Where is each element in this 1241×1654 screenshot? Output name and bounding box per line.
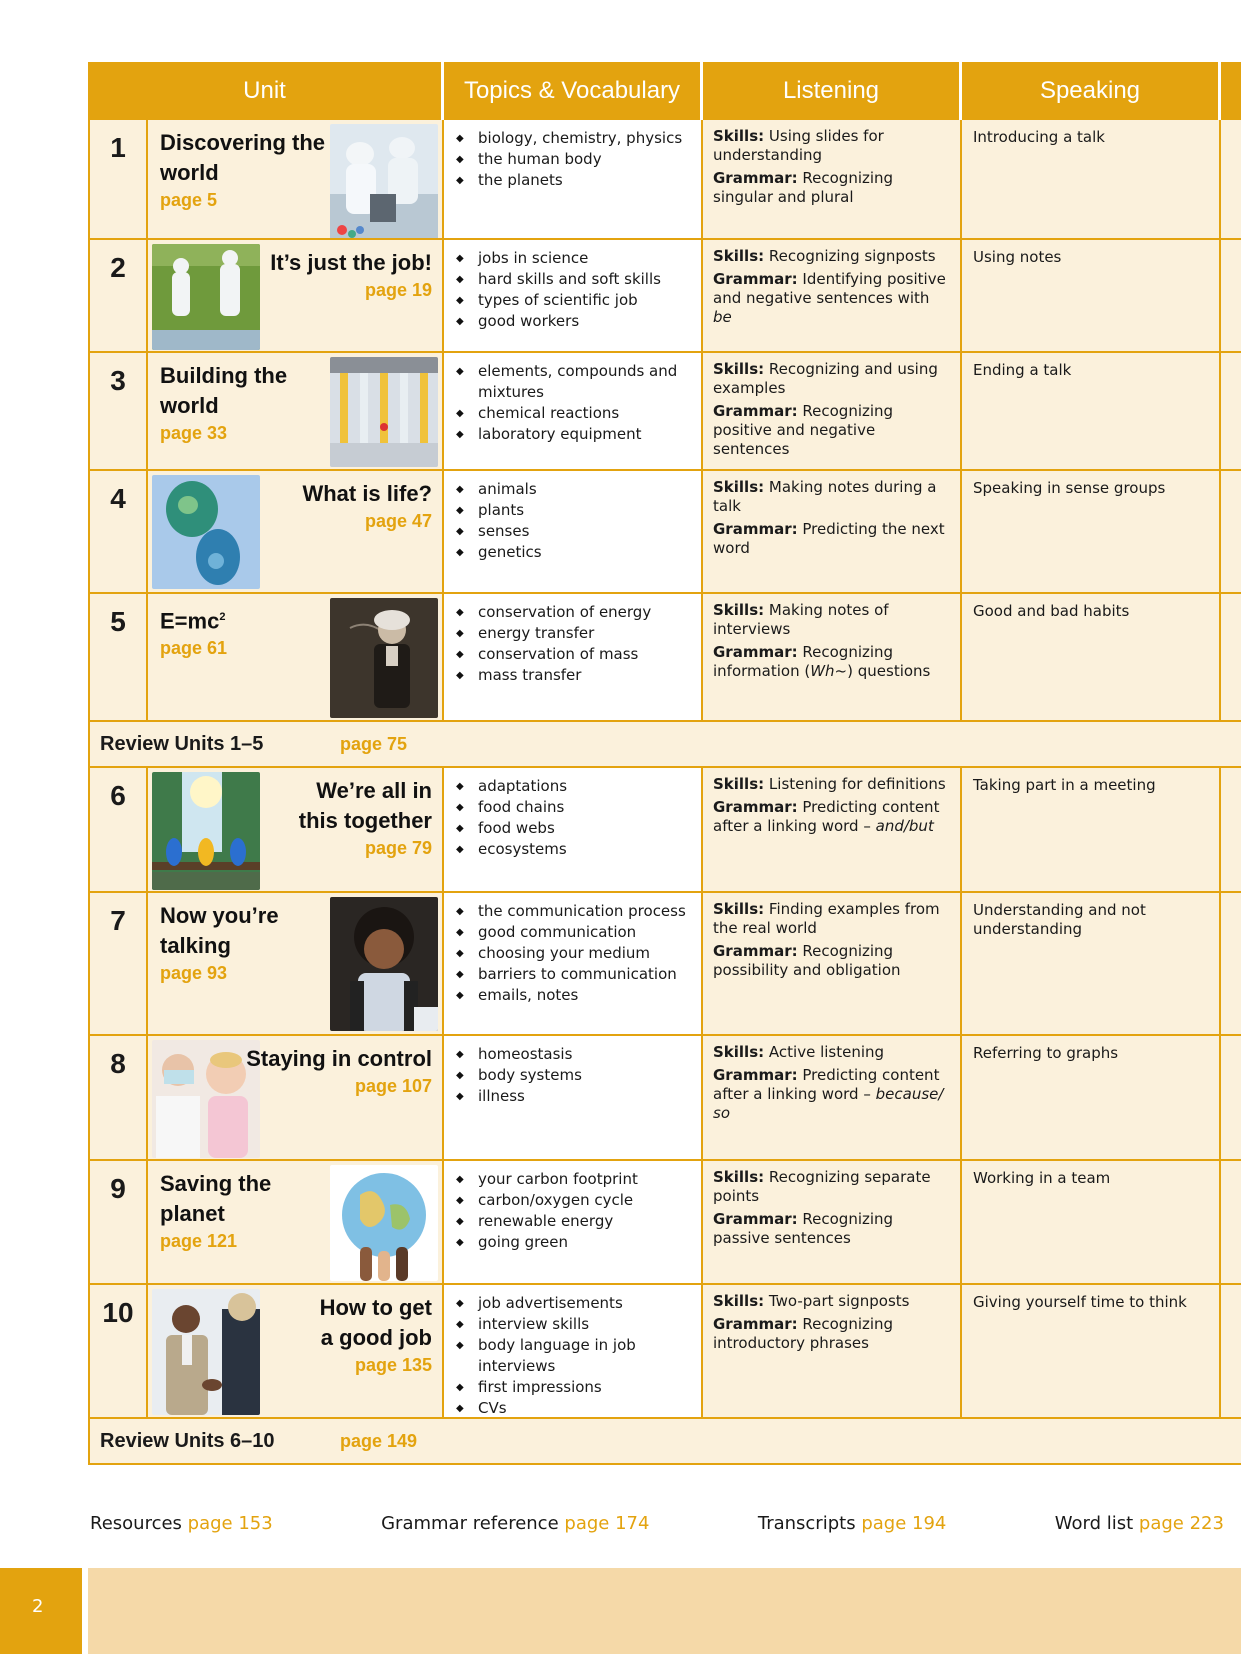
topic-item: ◆ carbon/oxygen cycle bbox=[454, 1190, 693, 1211]
next-column-cell bbox=[1221, 768, 1241, 891]
header-listening: Listening bbox=[703, 62, 962, 120]
topic-item: ◆ conservation of energy bbox=[454, 602, 693, 623]
unit-title-line: What is life? bbox=[302, 481, 432, 506]
topics-list bbox=[454, 361, 693, 445]
listening-cell bbox=[703, 893, 962, 1034]
unit-title-line: It’s just the job! bbox=[270, 250, 432, 275]
topic-item: ◆ adaptations bbox=[454, 776, 693, 797]
unit-number: 5 bbox=[88, 594, 148, 720]
topics-list bbox=[454, 602, 693, 686]
topic-item: ◆ choosing your medium bbox=[454, 943, 693, 964]
listening-cell bbox=[703, 768, 962, 891]
topics-cell bbox=[444, 1036, 703, 1159]
topic-item: ◆ renewable energy bbox=[454, 1211, 693, 1232]
topic-item: ◆ illness bbox=[454, 1086, 693, 1107]
unit-title bbox=[270, 248, 432, 302]
speaking-cell: Ending a talk bbox=[962, 353, 1221, 469]
speaking-cell: Introducing a talk bbox=[962, 120, 1221, 238]
unit-title-cell bbox=[148, 594, 444, 720]
unit-row-9[interactable] bbox=[88, 1161, 1241, 1285]
grammar-label: Grammar: bbox=[713, 270, 798, 288]
grammar-text: Recognizing passive sentences bbox=[713, 1210, 894, 1247]
footer-label: Transcripts bbox=[757, 1513, 856, 1534]
topics-cell bbox=[444, 893, 703, 1034]
footer-grammar-reference[interactable] bbox=[381, 1513, 649, 1534]
review-row-1[interactable] bbox=[88, 722, 1241, 768]
unit-page-link[interactable]: page 107 bbox=[354, 1076, 432, 1096]
unit-title-cell bbox=[148, 353, 444, 469]
topic-item: ◆ CVs bbox=[454, 1398, 693, 1419]
topic-item: ◆ conservation of mass bbox=[454, 644, 693, 665]
lab-scientists-image bbox=[330, 124, 438, 238]
grammar-text: Predicting content after a linking word – bbox=[713, 1066, 940, 1103]
unit-title-cell bbox=[148, 471, 444, 592]
unit-number: 3 bbox=[88, 353, 148, 469]
next-column-cell bbox=[1221, 1161, 1241, 1283]
topic-item: ◆ good communication bbox=[454, 922, 693, 943]
unit-title-line: talking bbox=[160, 933, 231, 958]
topic-item: ◆ chemical reactions bbox=[454, 403, 693, 424]
topic-item: ◆ animals bbox=[454, 479, 693, 500]
skills-text: Recognizing separate points bbox=[713, 1168, 931, 1205]
call-center-woman-image bbox=[330, 897, 438, 1031]
unit-title bbox=[299, 776, 432, 860]
unit-number: 9 bbox=[88, 1161, 148, 1283]
skills-text: Making notes of interviews bbox=[713, 601, 889, 638]
skills-label: Skills: bbox=[713, 900, 765, 918]
footer-label: Grammar reference bbox=[381, 1513, 559, 1534]
topic-item: ◆ energy transfer bbox=[454, 623, 693, 644]
topics-cell bbox=[444, 353, 703, 469]
speaking-cell: Giving yourself time to think bbox=[962, 1285, 1221, 1417]
topic-item: ◆ the communication process bbox=[454, 901, 693, 922]
review-page-link[interactable]: page 149 bbox=[340, 1430, 418, 1451]
unit-title bbox=[160, 1169, 271, 1253]
grammar-emphasis: be bbox=[713, 308, 732, 326]
grammar-emphasis: and/but bbox=[875, 817, 934, 835]
unit-row-10[interactable] bbox=[88, 1285, 1241, 1419]
topic-item: ◆ elements, compounds and mixtures bbox=[454, 361, 693, 403]
grammar-label: Grammar: bbox=[713, 942, 798, 960]
footer-page: page 153 bbox=[187, 1513, 273, 1534]
unit-title-line: Building the bbox=[160, 363, 288, 388]
unit-page-link[interactable]: page 93 bbox=[160, 963, 228, 983]
topic-item: ◆ body systems bbox=[454, 1065, 693, 1086]
topic-item: ◆ job advertisements bbox=[454, 1293, 693, 1314]
skills-text: Finding examples from the real world bbox=[713, 900, 940, 937]
speaking-cell: Speaking in sense groups bbox=[962, 471, 1221, 592]
topics-list bbox=[454, 479, 693, 563]
topic-item: ◆ your carbon footprint bbox=[454, 1169, 693, 1190]
unit-number: 7 bbox=[88, 893, 148, 1034]
topic-item: ◆ laboratory equipment bbox=[454, 424, 693, 445]
topic-item: ◆ emails, notes bbox=[454, 985, 693, 1006]
listening-cell bbox=[703, 471, 962, 592]
grammar-text: Predicting the next word bbox=[713, 520, 945, 557]
topics-list bbox=[454, 248, 693, 332]
baby-vaccination-image bbox=[152, 1040, 260, 1158]
grammar-emphasis: Wh~ bbox=[810, 662, 848, 680]
grammar-text: Recognizing information ( bbox=[713, 643, 894, 680]
unit-title-cell bbox=[148, 893, 444, 1034]
skills-text: Two-part signposts bbox=[768, 1292, 910, 1310]
grammar-label: Grammar: bbox=[713, 520, 798, 538]
topics-list bbox=[454, 128, 693, 191]
unit-title-cell bbox=[148, 240, 444, 351]
topic-item: ◆ barriers to communication bbox=[454, 964, 693, 985]
unit-number: 1 bbox=[88, 120, 148, 238]
skills-label: Skills: bbox=[713, 1292, 765, 1310]
topic-item: ◆ going green bbox=[454, 1232, 693, 1253]
unit-page-link[interactable]: page 135 bbox=[354, 1355, 432, 1375]
topic-item: ◆ food chains bbox=[454, 797, 693, 818]
topics-list bbox=[454, 776, 693, 860]
grammar-text: Recognizing singular and plural bbox=[713, 169, 894, 206]
footer-page: page 223 bbox=[1138, 1513, 1224, 1534]
unit-page-link[interactable]: page 19 bbox=[364, 280, 432, 300]
grammar-label: Grammar: bbox=[713, 169, 798, 187]
topic-item: ◆ interview skills bbox=[454, 1314, 693, 1335]
skills-text: Using slides for understanding bbox=[713, 127, 884, 164]
cell-division-image bbox=[152, 475, 260, 589]
unit-page-link[interactable]: page 47 bbox=[364, 511, 432, 531]
topics-cell bbox=[444, 1161, 703, 1283]
skills-text: Recognizing and using examples bbox=[713, 360, 938, 397]
unit-title-superscript: 2 bbox=[219, 611, 226, 623]
unit-title-cell bbox=[148, 768, 444, 891]
contents-table bbox=[88, 62, 1241, 1465]
skills-text: Active listening bbox=[768, 1043, 885, 1061]
unit-number: 4 bbox=[88, 471, 148, 592]
unit-row-5[interactable] bbox=[88, 594, 1241, 722]
topics-cell bbox=[444, 594, 703, 720]
listening-cell bbox=[703, 353, 962, 469]
skills-label: Skills: bbox=[713, 478, 765, 496]
listening-cell bbox=[703, 1285, 962, 1417]
unit-page-link[interactable]: page 121 bbox=[160, 1231, 238, 1251]
unit-title bbox=[320, 1293, 432, 1377]
unit-page-link[interactable]: page 79 bbox=[364, 838, 432, 858]
unit-title bbox=[302, 479, 432, 533]
unit-title bbox=[160, 128, 325, 212]
unit-number: 10 bbox=[88, 1285, 148, 1417]
topics-cell bbox=[444, 768, 703, 891]
unit-title-line: How to get bbox=[319, 1295, 432, 1320]
skills-label: Skills: bbox=[713, 601, 765, 619]
footer-word-list[interactable] bbox=[1055, 1513, 1224, 1534]
next-column-cell bbox=[1221, 1036, 1241, 1159]
topic-item: ◆ good workers bbox=[454, 311, 693, 332]
skills-label: Skills: bbox=[713, 360, 765, 378]
unit-title-line: this together bbox=[298, 808, 432, 833]
speaking-cell: Referring to graphs bbox=[962, 1036, 1221, 1159]
topics-cell bbox=[444, 240, 703, 351]
unit-title-line: Staying in control bbox=[246, 1046, 432, 1071]
footer-resources[interactable] bbox=[90, 1513, 273, 1534]
review-title: Review Units 1–5 bbox=[100, 732, 264, 755]
skills-text: Listening for definitions bbox=[768, 775, 946, 793]
grammar-text: Recognizing possibility and obligation bbox=[713, 942, 901, 979]
grammar-text: Identifying positive and negative sentences with bbox=[713, 270, 946, 307]
listening-cell bbox=[703, 594, 962, 720]
topics-cell bbox=[444, 1285, 703, 1417]
next-column-cell bbox=[1221, 240, 1241, 351]
skills-text: Making notes during a talk bbox=[713, 478, 937, 515]
next-column-cell bbox=[1221, 353, 1241, 469]
speaking-cell: Understanding and not understanding bbox=[962, 893, 1221, 1034]
topic-item: ◆ genetics bbox=[454, 542, 693, 563]
unit-title-line: E=mc bbox=[160, 608, 220, 634]
globe-hands-image bbox=[330, 1165, 438, 1281]
skills-label: Skills: bbox=[713, 247, 765, 265]
topics-cell bbox=[444, 120, 703, 238]
field-workers-image bbox=[152, 244, 260, 350]
page-number: 2 bbox=[0, 1568, 82, 1654]
topics-list bbox=[454, 901, 693, 1006]
footer-label: Word list bbox=[1054, 1513, 1134, 1534]
grammar-text: Recognizing positive and negative sentences bbox=[713, 402, 894, 458]
unit-number: 8 bbox=[88, 1036, 148, 1159]
grammar-text: Predicting content after a linking word – bbox=[713, 798, 940, 835]
header-topics: Topics & Vocabulary bbox=[444, 62, 703, 120]
unit-title-cell bbox=[148, 1161, 444, 1283]
header-next-column bbox=[1221, 62, 1241, 120]
unit-title bbox=[160, 602, 227, 660]
grammar-label: Grammar: bbox=[713, 1315, 798, 1333]
topic-item: ◆ hard skills and soft skills bbox=[454, 269, 693, 290]
topic-item: ◆ body language in job interviews bbox=[454, 1335, 693, 1377]
unit-title-line: Discovering the bbox=[160, 130, 326, 155]
listening-cell bbox=[703, 1161, 962, 1283]
unit-title-line: Saving the bbox=[160, 1171, 272, 1196]
footer-band bbox=[88, 1568, 1241, 1654]
grammar-label: Grammar: bbox=[713, 402, 798, 420]
unit-row-2[interactable] bbox=[88, 240, 1241, 353]
speaking-cell: Good and bad habits bbox=[962, 594, 1221, 720]
footer-links bbox=[90, 1513, 1224, 1534]
unit-title-line: planet bbox=[160, 1201, 225, 1226]
grammar-label: Grammar: bbox=[713, 1066, 798, 1084]
skills-label: Skills: bbox=[713, 127, 765, 145]
unit-title-line: We’re all in bbox=[316, 778, 432, 803]
unit-title-cell bbox=[148, 1036, 444, 1159]
next-column-cell bbox=[1221, 120, 1241, 238]
table-header bbox=[88, 62, 1241, 120]
unit-title-line: world bbox=[160, 393, 219, 418]
grammar-label: Grammar: bbox=[713, 643, 798, 661]
job-interview-image bbox=[152, 1289, 260, 1415]
unit-row-6[interactable] bbox=[88, 768, 1241, 893]
header-speaking: Speaking bbox=[962, 62, 1221, 120]
topic-item: ◆ plants bbox=[454, 500, 693, 521]
topic-item: ◆ the human body bbox=[454, 149, 693, 170]
unit-title-cell bbox=[148, 120, 444, 238]
footer-page: page 174 bbox=[564, 1513, 650, 1534]
topic-item: ◆ homeostasis bbox=[454, 1044, 693, 1065]
topic-item: ◆ mass transfer bbox=[454, 665, 693, 686]
grammar-text-after: ) questions bbox=[847, 662, 931, 680]
unit-page-link[interactable]: page 5 bbox=[160, 190, 218, 210]
next-column-cell bbox=[1221, 471, 1241, 592]
listening-cell bbox=[703, 120, 962, 238]
einstein-portrait-image bbox=[330, 598, 438, 718]
topics-cell bbox=[444, 471, 703, 592]
speaking-cell: Using notes bbox=[962, 240, 1221, 351]
topic-item: ◆ biology, chemistry, physics bbox=[454, 128, 693, 149]
topic-item: ◆ food webs bbox=[454, 818, 693, 839]
unit-number: 2 bbox=[88, 240, 148, 351]
grammar-label: Grammar: bbox=[713, 798, 798, 816]
speaking-cell: Taking part in a meeting bbox=[962, 768, 1221, 891]
unit-title-line: world bbox=[160, 160, 219, 185]
topics-list bbox=[454, 1293, 693, 1419]
topic-item: ◆ types of scientific job bbox=[454, 290, 693, 311]
unit-row-8[interactable] bbox=[88, 1036, 1241, 1161]
grammar-emphasis: because/ so bbox=[713, 1085, 944, 1122]
unit-title bbox=[160, 901, 279, 985]
topics-list bbox=[454, 1169, 693, 1253]
unit-row-7[interactable] bbox=[88, 893, 1241, 1036]
footer-page: page 194 bbox=[861, 1513, 947, 1534]
review-title: Review Units 6–10 bbox=[100, 1429, 275, 1452]
speaking-cell: Working in a team bbox=[962, 1161, 1221, 1283]
unit-page-link[interactable]: page 33 bbox=[160, 423, 228, 443]
topic-item: ◆ the planets bbox=[454, 170, 693, 191]
unit-title-line: Now you’re bbox=[160, 903, 279, 928]
unit-row-1[interactable] bbox=[88, 120, 1241, 240]
next-column-cell bbox=[1221, 1285, 1241, 1417]
unit-title bbox=[246, 1044, 432, 1098]
footer-label: Resources bbox=[90, 1513, 182, 1534]
parrots-waterfall-image bbox=[152, 772, 260, 890]
next-column-cell bbox=[1221, 893, 1241, 1034]
topic-item: ◆ jobs in science bbox=[454, 248, 693, 269]
unit-title-line: a good job bbox=[320, 1325, 432, 1350]
grammar-label: Grammar: bbox=[713, 1210, 798, 1228]
unit-row-4[interactable] bbox=[88, 471, 1241, 594]
skills-label: Skills: bbox=[713, 775, 765, 793]
listening-cell bbox=[703, 1036, 962, 1159]
unit-number: 6 bbox=[88, 768, 148, 891]
unit-page-link[interactable]: page 61 bbox=[160, 638, 228, 659]
unit-title bbox=[160, 361, 287, 445]
topic-item: ◆ first impressions bbox=[454, 1377, 693, 1398]
unit-title-cell bbox=[148, 1285, 444, 1417]
pipettes-image bbox=[330, 357, 438, 467]
review-page-link[interactable]: page 75 bbox=[340, 733, 408, 754]
listening-cell bbox=[703, 240, 962, 351]
topic-item: ◆ senses bbox=[454, 521, 693, 542]
skills-text: Recognizing signposts bbox=[768, 247, 936, 265]
skills-label: Skills: bbox=[713, 1043, 765, 1061]
skills-label: Skills: bbox=[713, 1168, 765, 1186]
next-column-cell bbox=[1221, 594, 1241, 720]
grammar-text: Recognizing introductory phrases bbox=[713, 1315, 894, 1352]
header-unit: Unit bbox=[88, 62, 444, 120]
topic-item: ◆ ecosystems bbox=[454, 839, 693, 860]
topics-list bbox=[454, 1044, 693, 1107]
review-row-2[interactable] bbox=[88, 1419, 1241, 1465]
footer-transcripts[interactable] bbox=[758, 1513, 947, 1534]
unit-row-3[interactable] bbox=[88, 353, 1241, 471]
